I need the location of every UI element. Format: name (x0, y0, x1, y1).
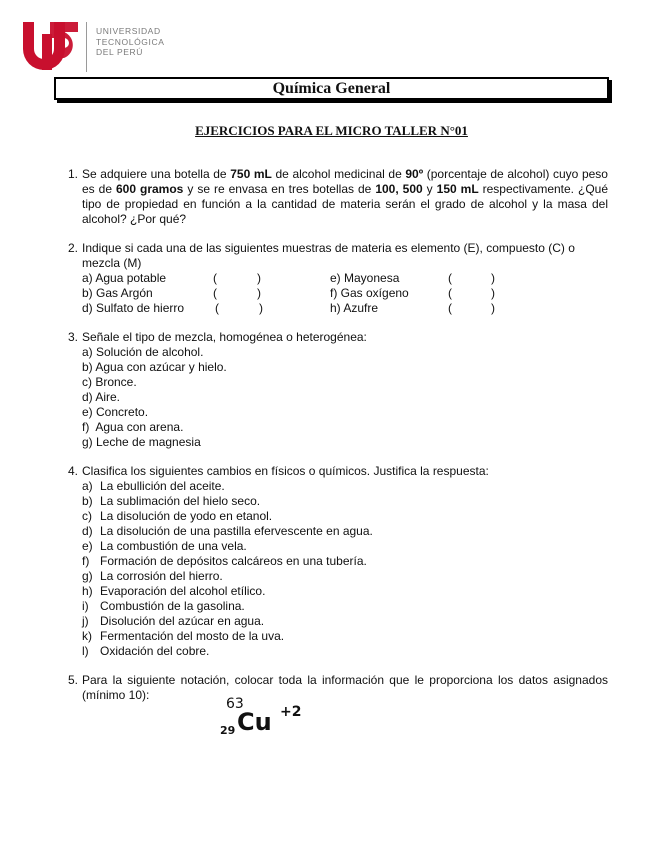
q1-text: respectivamente. ¿Qué tipo de propiedad en función a la cantidad de materia serán el grado de alcohol y la masa del alcohol? ¿Por qué? (82, 182, 609, 226)
option-item: a) Agua potable (82, 271, 167, 285)
question-number: 2. (68, 241, 79, 255)
item-text: La disolución de yodo en etanol. (100, 509, 273, 523)
item-label: c) (82, 509, 92, 523)
option-item: d) Sulfato de hierro (82, 301, 185, 315)
answer-blank-close: ) (491, 286, 495, 300)
list-item (82, 584, 608, 599)
question-4 (68, 464, 608, 659)
question-number: 4. (68, 464, 79, 478)
item-text: Fermentación del mosto de la uva. (100, 629, 285, 643)
utp-logo-mark-icon (20, 16, 80, 74)
item-text: La ebullición del aceite. (100, 479, 225, 493)
answer-blank-open: ( (448, 286, 452, 300)
list-item (82, 599, 608, 614)
item-label: l) (82, 644, 89, 658)
question-number: 1. (68, 167, 79, 181)
option-item: h) Azufre (330, 301, 379, 315)
logo-line-3: DEL PERÚ (96, 47, 143, 57)
answer-blank-open: ( (448, 301, 452, 315)
list-item (82, 509, 608, 524)
item-label: b) (82, 494, 93, 508)
answer-blank-close: ) (257, 271, 261, 285)
list-item (82, 629, 608, 644)
item-label: g) (82, 569, 93, 583)
answer-blank-open: ( (448, 271, 452, 285)
question-2 (68, 241, 608, 316)
item-text: Formación de depósitos calcáreos en una tubería. (100, 554, 367, 568)
q1-text: de alcohol medicinal de (271, 167, 406, 181)
item-text: La sublimación del hielo seco. (100, 494, 261, 508)
answer-blank-close: ) (491, 271, 495, 285)
logo-line-2: TECNOLÓGICA (96, 36, 165, 47)
item-label: j) (82, 614, 89, 628)
q4-text: Clasifica los siguientes cambios en físicos o químicos. Justifica la respuesta: (82, 464, 489, 478)
q1-text: y se re envasa en tres botellas de (183, 182, 376, 196)
list-item (82, 554, 608, 569)
page-title: Química General (54, 77, 609, 100)
item-text: Oxidación del cobre. (100, 644, 210, 658)
q2-text: Indique si cada una de las siguientes muestras de materia es elemento (E), compuesto (C) o mezcla (M) (82, 241, 575, 270)
q1-bold: 150 mL (436, 182, 479, 196)
q1-text: (porcentaje de alcohol) cuyo peso es de (82, 167, 608, 196)
item-label: d) (82, 524, 93, 538)
item-label: k) (82, 629, 92, 643)
item-label: i) (82, 599, 89, 613)
q5-text: Para la siguiente notación, colocar toda la información que le proporciona los datos asignados (mínimo 10): (82, 673, 608, 702)
logo-line-1: UNIVERSIDAD (96, 26, 161, 36)
item-text: La disolución de una pastilla efervescente en agua. (100, 524, 373, 538)
item-text: La combustión de una vela. (100, 539, 247, 553)
answer-blank-close: ) (491, 301, 495, 315)
list-item (82, 494, 608, 509)
list-item: f) Agua con arena. (82, 420, 184, 434)
list-item (82, 569, 608, 584)
answer-blank-close: ) (257, 286, 261, 300)
question-3 (68, 330, 608, 450)
q1-bold: 750 mL (230, 167, 272, 181)
list-item: c) Bronce. (82, 375, 137, 389)
atomic-number: 29 (220, 724, 236, 737)
list-item: g) Leche de magnesia (82, 435, 201, 449)
mass-number: 63 (226, 696, 244, 712)
q4-items (82, 479, 608, 659)
list-item (82, 614, 608, 629)
list-item (82, 479, 608, 494)
list-item (82, 644, 608, 659)
page-subtitle: EJERCICIOS PARA EL MICRO TALLER N°01 (195, 123, 468, 138)
q1-text: y (422, 182, 437, 196)
answer-blank-open: ( (215, 301, 219, 315)
logo-wordmark (96, 26, 164, 58)
ion-charge: +2 (280, 704, 302, 720)
question-number: 3. (68, 330, 79, 344)
option-item: f) Gas oxígeno (330, 286, 409, 300)
item-label: e) (82, 539, 93, 553)
item-text: Disolución del azúcar en agua. (100, 614, 265, 628)
exercise-list (68, 167, 608, 717)
logo-separator (86, 22, 87, 72)
list-item: b) Agua con azúcar y hielo. (82, 360, 227, 374)
q1-text: Se adquiere una botella de (82, 167, 231, 181)
list-item (82, 524, 608, 539)
item-text: Evaporación del alcohol etílico. (100, 584, 266, 598)
question-1 (68, 167, 608, 227)
list-item: a) Solución de alcohol. (82, 345, 204, 359)
q1-bold: 90º (405, 167, 424, 181)
q3-text: Señale el tipo de mezcla, homogénea o heterogénea: (82, 330, 367, 344)
item-text: La corrosión del hierro. (100, 569, 223, 583)
q2-options (82, 271, 608, 316)
item-label: h) (82, 584, 93, 598)
answer-blank-open: ( (213, 271, 217, 285)
item-label: a) (82, 479, 93, 493)
list-item: e) Concreto. (82, 405, 149, 419)
q1-bold: 600 gramos (116, 182, 184, 196)
university-logo (20, 16, 180, 74)
element-symbol: Cu (237, 708, 272, 736)
answer-blank-close: ) (259, 301, 263, 315)
q1-bold: 100, 500 (375, 182, 423, 196)
question-5 (68, 673, 608, 703)
list-item (82, 539, 608, 554)
isotope-notation (220, 696, 330, 744)
option-item: b) Gas Argón (82, 286, 153, 300)
item-label: f) (82, 554, 90, 568)
item-text: Combustión de la gasolina. (100, 599, 245, 613)
answer-blank-open: ( (213, 286, 217, 300)
question-number: 5. (68, 673, 79, 687)
list-item: d) Aire. (82, 390, 121, 404)
option-item: e) Mayonesa (330, 271, 400, 285)
q3-items (82, 345, 608, 450)
